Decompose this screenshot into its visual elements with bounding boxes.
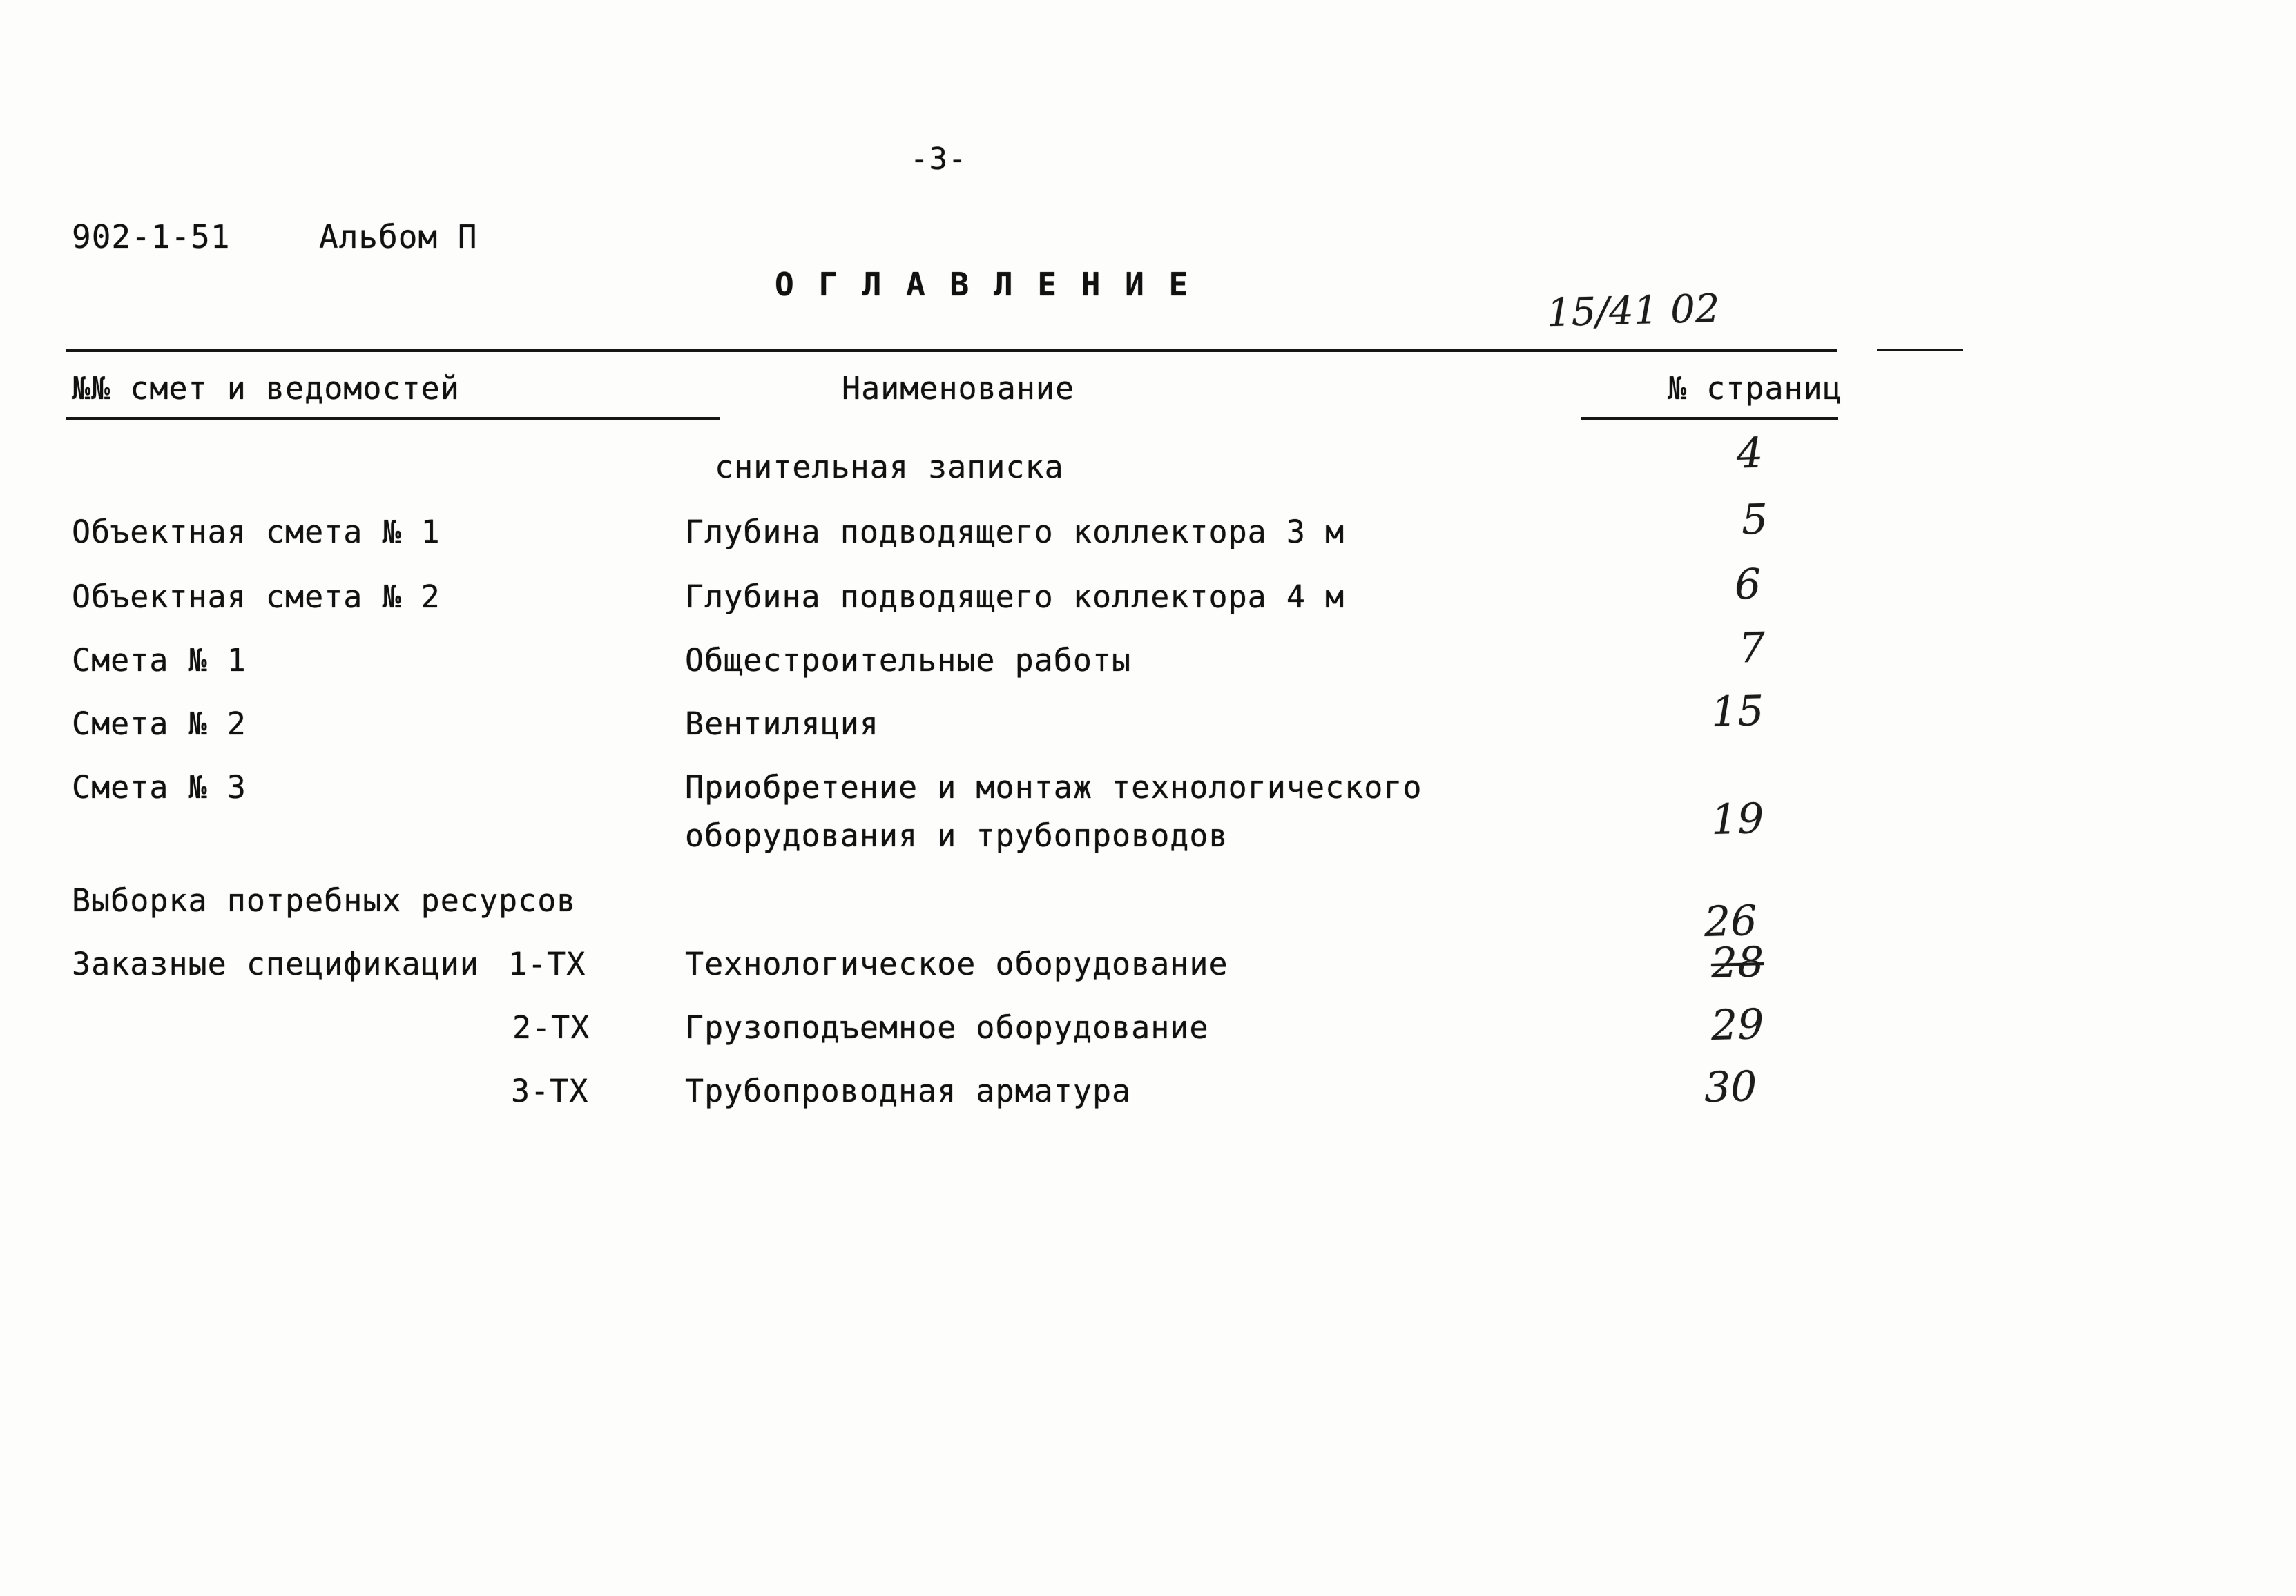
row-spec-code: 1-ТХ [508,946,586,982]
row-item-label: Смета № 1 [72,642,247,679]
table-header-name: Наименование [842,370,1075,407]
row-page-number: 5 [1741,495,1769,545]
row-name-line2: оборудования и трубопроводов [685,817,1228,854]
row-name: Общестроительные работы [685,642,1132,679]
row-page-number: 19 [1710,795,1765,844]
row-name: Приобретение и монтаж технологического [685,769,1422,806]
album-label: Альбом П [319,218,478,255]
table-top-rule-segment [1877,349,1963,351]
row-name: Технологическое оборудование [685,946,1228,982]
row-page-number: 26 [1704,897,1758,946]
row-page-number: 6 [1734,560,1762,610]
row-name: Глубина подводящего коллектора 3 м [685,514,1345,550]
row-name: Вентиляция [685,705,879,742]
row-item-label: Выборка потребных ресурсов [72,882,577,919]
row-name: Глубина подводящего коллектора 4 м [685,578,1345,615]
doc-code: 902-1-51 [72,218,231,255]
handwritten-ref: 15/41 02 [1546,286,1721,336]
row-name: Трубопроводная арматура [685,1073,1132,1109]
toc-title: О Г Л А В Л Е Н И Е [775,266,1191,303]
row-page-number: 4 [1736,429,1764,478]
row-name: Грузоподъемное оборудование [685,1009,1209,1046]
table-header-rule-left [66,417,720,420]
row-item-label: Смета № 2 [72,705,247,742]
row-item-label: Заказные спецификации [72,946,479,982]
row-spec-code: 2-ТХ [512,1009,590,1046]
row-spec-code: 3-ТХ [511,1073,589,1109]
row-item-label: Объектная смета № 2 [72,578,441,615]
row-item-label: Объектная смета № 1 [72,514,441,550]
table-header-page: № страниц [1668,370,1842,407]
table-header-items: №№ смет и ведомостей [72,370,460,407]
row-page-number-struck: 28 [1710,938,1765,988]
row-page-number: 29 [1710,1000,1765,1050]
row-page-number: 7 [1738,623,1766,673]
table-header-rule-right [1581,417,1838,420]
row-name: снительная записка [715,449,1064,485]
row-item-label: Смета № 3 [72,769,247,806]
row-page-number: 15 [1710,687,1765,737]
row-page-number: 30 [1704,1062,1758,1112]
page-number: -3- [910,142,967,177]
table-top-rule [66,349,1837,352]
